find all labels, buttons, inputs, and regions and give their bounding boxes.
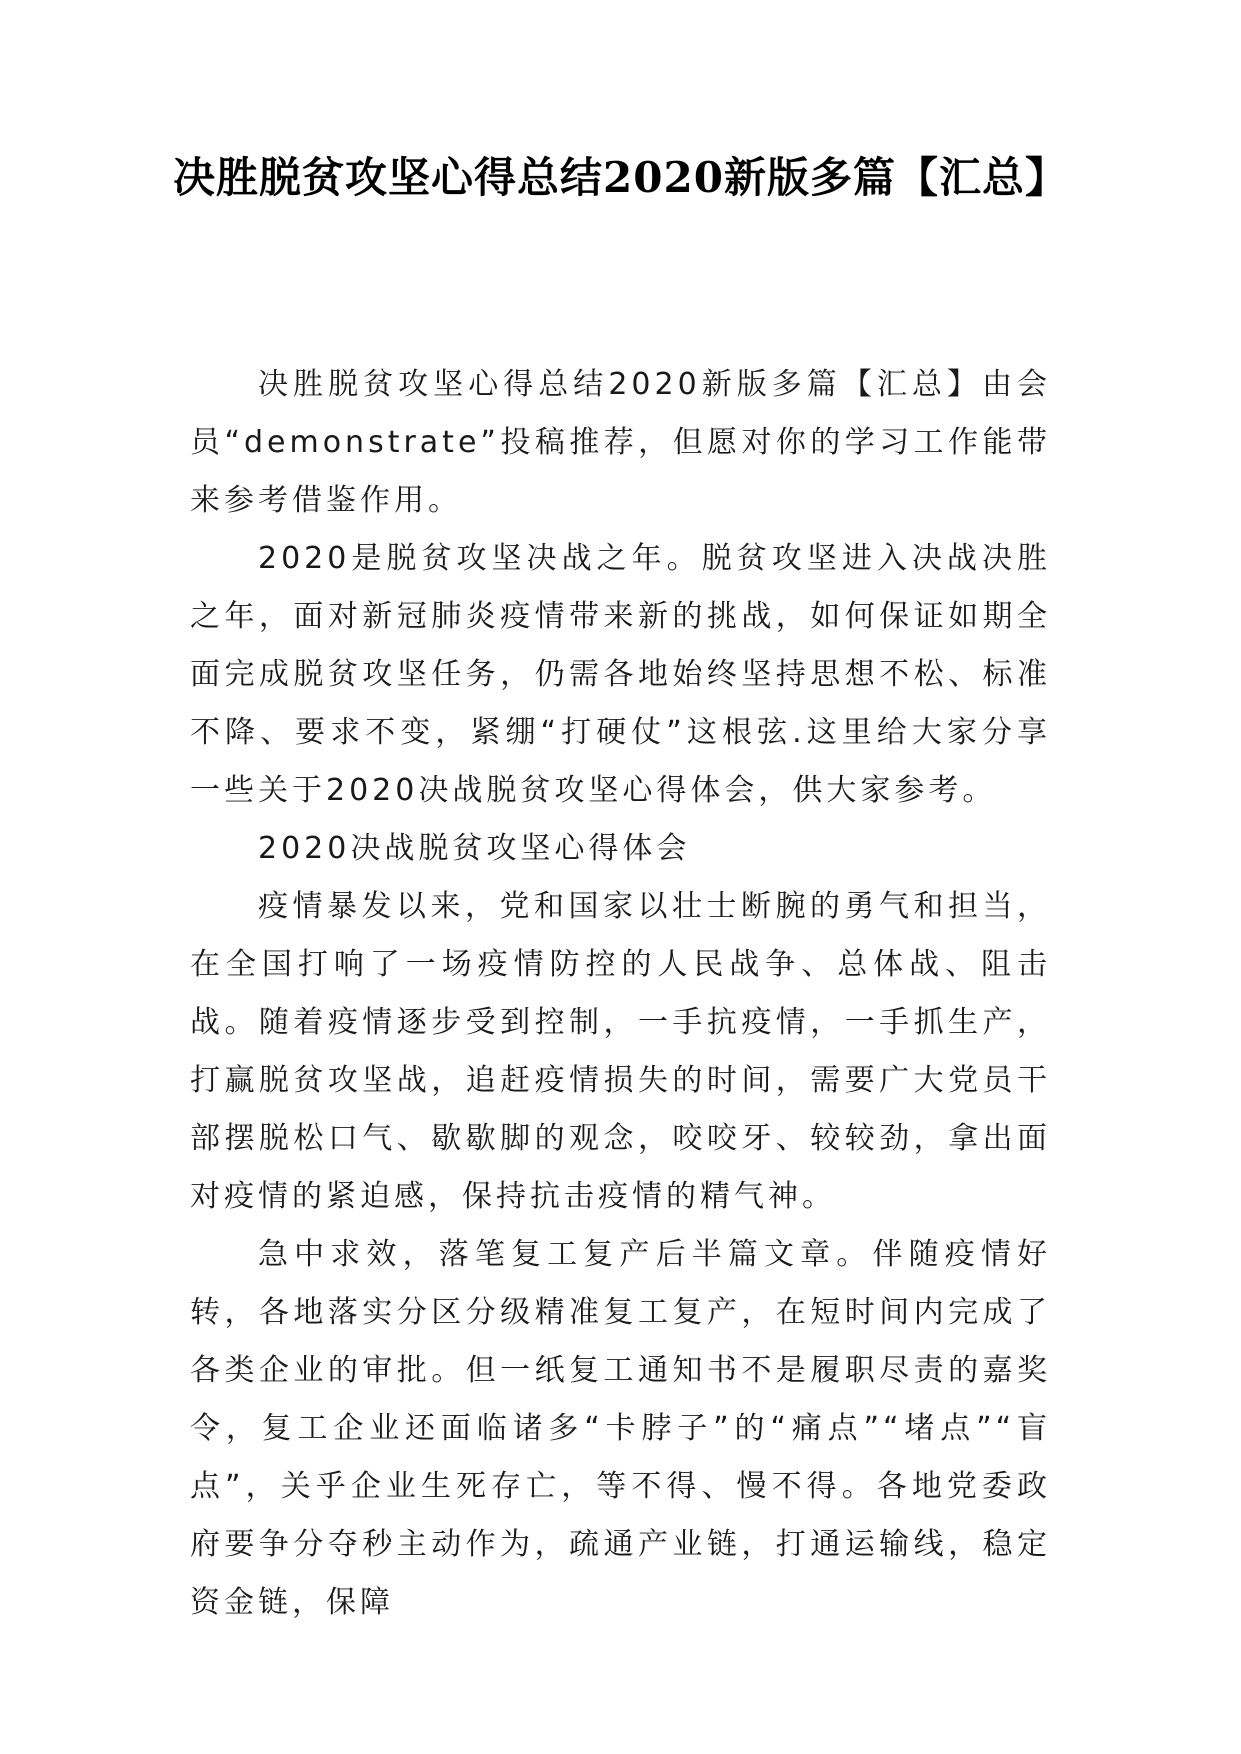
paragraph-resumption: 急中求效，落笔复工复产后半篇文章。伴随疫情好转，各地落实分区分级精准复工复产，在短时间内完成了各类企业的审批。但一纸复工通知书不是履职尽责的嘉奖令，复工企业还面临诸多“卡脖子”的“痛点”“堵点”“盲点”，关乎企业生死存亡，等不得、慢不得。各地党委政府要争分夺秒主动作为，疏通产业链，打通运输线，稳定资金链，保障	[190, 1237, 1051, 1620]
paragraph-epidemic: 疫情暴发以来，党和国家以壮士断腕的勇气和担当，在全国打响了一场疫情防控的人民战争、总体战、阻击战。随着疫情逐步受到控制，一手抗疫情，一手抓生产，打赢脱贫攻坚战，追赶疫情损失的时间，需要广大党员干部摆脱松口气、歇歇脚的观念，咬咬牙、较较劲，拿出面对疫情的紧迫感，保持抗击疫情的精气神。	[190, 889, 1051, 1214]
paragraph-intro: 决胜脱贫攻坚心得总结2020新版多篇【汇总】由会员“demonstrate”投稿推荐，但愿对你的学习工作能带来参考借鉴作用。	[190, 367, 1051, 518]
document-body	[190, 356, 1051, 1632]
document-title: 决胜脱贫攻坚心得总结2020新版多篇【汇总】	[173, 153, 1068, 202]
paragraph-background: 2020是脱贫攻坚决战之年。脱贫攻坚进入决战决胜之年，面对新冠肺炎疫情带来新的挑战，如何保证如期全面完成脱贫攻坚任务，仍需各地始终坚持思想不松、标准不降、要求不变，紧绷“打硬仗”这根弦.这里给大家分享一些关于2020决战脱贫攻坚心得体会，供大家参考。	[190, 541, 1051, 808]
section-heading: 2020决战脱贫攻坚心得体会	[258, 831, 691, 866]
